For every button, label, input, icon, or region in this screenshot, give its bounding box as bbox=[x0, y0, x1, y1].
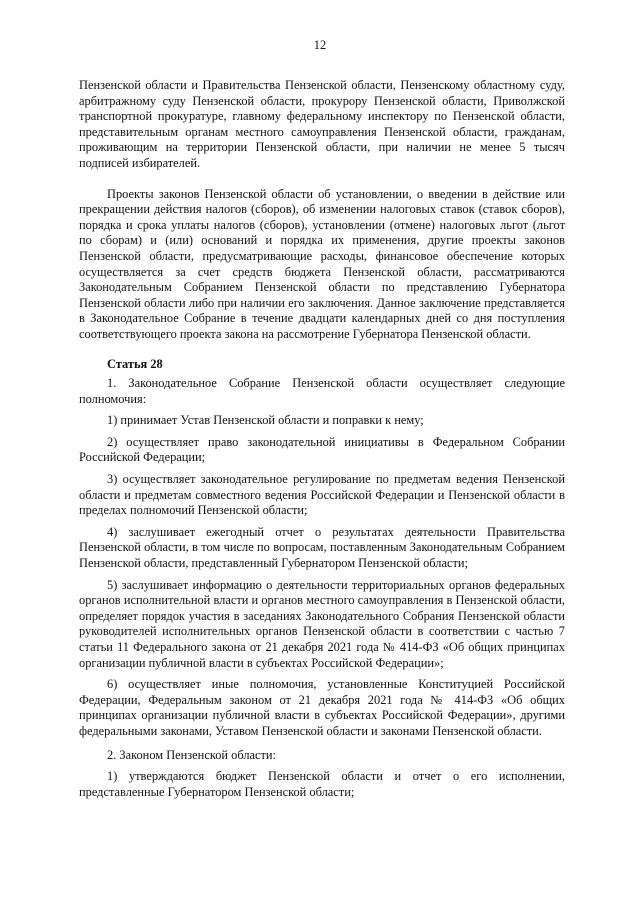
article-item-2: 2) осуществляет право законодательной инициативы в Федеральном Собрании Российской Федерации; bbox=[79, 434, 565, 465]
article-item-6: 6) осуществляет иные полномочия, установленные Конституцией Российской Федерации, Федеральным законом от 21 декабря 2021 года № 414-ФЗ «Об общих принципах организации публичной власти в субъектах Российской Федерации», другими федеральными законами, Уставом Пензенской области и законами Пензенской области. bbox=[79, 677, 565, 738]
article-clause-2-item-1: 1) утверждаются бюджет Пензенской области и отчет о его исполнении, представленные Губернатором Пензенской области; bbox=[79, 769, 565, 799]
article-heading: Статья 28 bbox=[107, 356, 163, 371]
article-item-5: 5) заслушивает информацию о деятельности территориальных органов федеральных органов исполнительной власти и органов местного самоуправления в Пензенской области, определяет порядок участия в заседаниях Законодательного Собрания Пензенской области руководителей исполнительных органов Пензенской области в соответствии с частью 7 статьи 11 Федерального закона от 21 декабря 2021 года № 414-ФЗ «Об общих принципах организации публичной власти в субъектах Российской Федерации»; bbox=[79, 577, 565, 670]
article-item-1: 1) принимает Устав Пензенской области и поправки к нему; bbox=[107, 413, 424, 428]
article-item-4: 4) заслушивает ежегодный отчет о результатах деятельности Правительства Пензенской области, в том числе по вопросам, поставленным Законодательным Собранием Пензенской области, представленный Губернатором Пензенской области; bbox=[79, 524, 565, 571]
article-item-3: 3) осуществляет законодательное регулирование по предметам ведения Пензенской области и предметам совместного ведения Российской Федерации и Пензенской области в пределах полномочий Пензенской области; bbox=[79, 472, 565, 518]
page-number: 12 bbox=[313, 38, 327, 52]
article-clause-2: 2. Законом Пензенской области: bbox=[107, 747, 276, 762]
paragraph-tax-bills: Проекты законов Пензенской области об установлении, о введении в действие или прекращении действия налогов (сборов), об изменении налоговых ставок (ставок сборов), порядка и срока уплаты налогов (сборов), установлении (отмене) налоговых льгот (льгот по сборам) и (или) оснований и порядка их применения, другие проекты законов Пензенской области, предусматривающие расходы, финансовое обеспечение которых осуществляется за счет средств бюджета Пензенской области, рассматриваются Законодательным Собранием Пензенской области по представлению Губернатора Пензенской области либо при наличии его заключения. Данное заключение представляется в Законодательное Собрание в течение двадцати календарных дней со дня поступления соответствующего проекта закона на рассмотрение Губернатора Пензенской области. bbox=[79, 186, 565, 341]
article-clause-1: 1. Законодательное Собрание Пензенской области осуществляет следующие полномочия: bbox=[79, 376, 565, 406]
paragraph-continuation: Пензенской области и Правительства Пензенской области, Пензенскому областному суду, арбитражному суду Пензенской области, прокурору Пензенской области, Приволжской транспортной прокуратуре, главному федеральному инспектору по Пензенской области, представительным органам местного самоуправления Пензенской области, гражданам, проживающим на территории Пензенской области, при наличии не менее 5 тысяч подписей избирателей. bbox=[79, 78, 565, 170]
document-body bbox=[79, 78, 565, 800]
